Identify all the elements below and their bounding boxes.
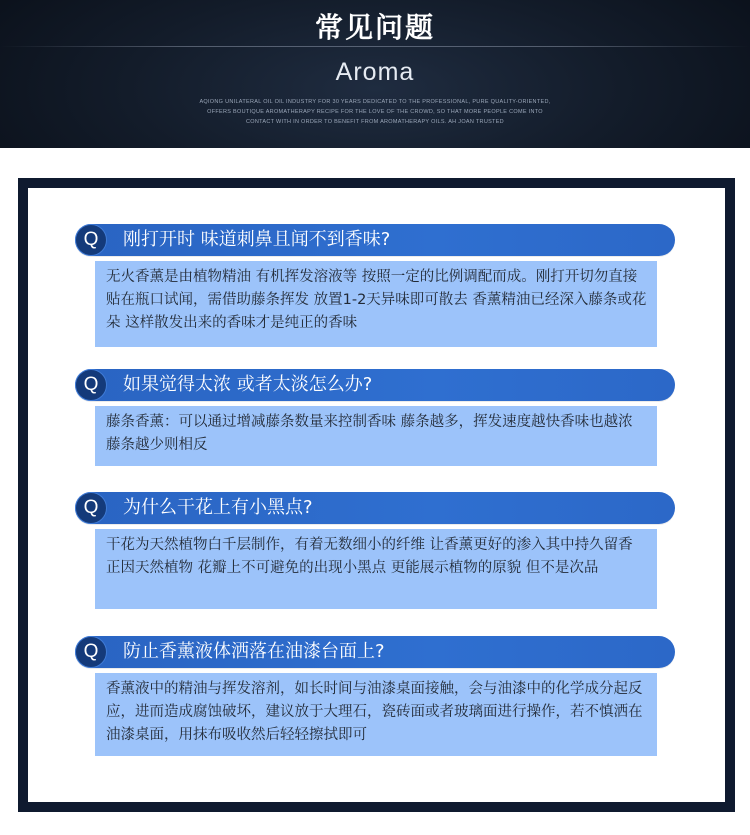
header-subtitle: Aroma [335,58,415,86]
faq-question-bar [75,369,675,401]
faq-question: 为什么干花上有小黑点? [123,497,313,518]
faq-question-bar [75,636,675,668]
q-badge-icon: Q [75,369,107,401]
page-title: 常见问题 [314,11,435,44]
faq-item [75,224,675,347]
faq-item [75,369,675,466]
faq-answer: 香薰液中的精油与挥发溶剂，如长时间与油漆桌面接触，会与油漆中的化学成分起反应，进而造成腐蚀破坏，建议放于大理石，瓷砖面或者玻璃面进行操作，若不慎洒在油漆桌面，用抹布吸收然后轻轻擦拭即可 [95,673,657,756]
header-divider [0,46,750,47]
q-badge-icon: Q [75,224,107,256]
faq-question-bar [75,224,675,256]
faq-question: 防止香薰液体洒落在油漆台面上? [123,641,385,662]
faq-answer: 干花为天然植物白千层制作，有着无数细小的纤维 让香薰更好的渗入其中持久留香 正因天然植物 花瓣上不可避免的出现小黑点 更能展示植物的原貌 但不是次品 [95,529,657,609]
faq-question: 刚打开时 味道刺鼻且闻不到香味? [123,229,391,250]
faq-question-bar [75,492,675,524]
faq-answer: 藤条香薰：可以通过增减藤条数量来控制香味 藤条越多，挥发速度越快香味也越浓 藤条越少则相反 [95,406,657,466]
header-banner [0,0,750,148]
header-fine-print-line: OFFERS BOUTIQUE AROMATHERAPY RECIPE FOR THE LOVE OF THE CROWD, SO THAT MORE PEOPLE COME INTO [207,109,543,115]
faq-answer: 无火香薰是由植物精油 有机挥发溶液等 按照一定的比例调配而成。刚打开切勿直接贴在瓶口试闻，需借助藤条挥发 放置1-2天异味即可散去 香薰精油已经深入藤条或花朵 这样散发出来的香味才是纯正的香味 [95,261,657,347]
faq-item [75,636,675,756]
header-fine-print-line: CONTACT WITH IN ORDER TO BENEFIT FROM AROMATHERAPY OILS. AH JOAN TRUSTED [246,119,504,125]
header-fine-print-line: AQIONG UNILATERAL OIL OIL INDUSTRY FOR 30 YEARS DEDICATED TO THE PROFESSIONAL, PURE QUALITY-ORIENTED, [199,99,551,105]
faq-item [75,492,675,609]
q-badge-icon: Q [75,636,107,668]
faq-question: 如果觉得太浓 或者太淡怎么办? [123,374,373,395]
q-badge-icon: Q [75,492,107,524]
